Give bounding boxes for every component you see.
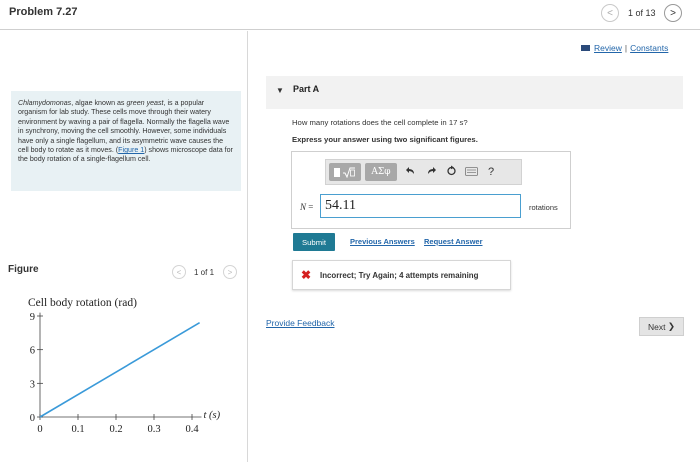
x-axis-label: t (s)	[203, 410, 221, 421]
provide-feedback-link[interactable]: Provide Feedback	[266, 318, 335, 328]
left-panel	[0, 31, 248, 462]
review-link[interactable]: Review	[594, 43, 622, 53]
answer-box	[291, 151, 571, 229]
part-a-header[interactable]	[266, 76, 683, 109]
figure-next-icon[interactable]: >	[223, 265, 237, 279]
x-tick-label: 0.2	[109, 424, 123, 435]
intro-text-3: ) shows microscope data for the body rotation of a single-flagellum cell.	[18, 146, 233, 164]
submit-button[interactable]: Submit	[293, 233, 335, 251]
figure-link[interactable]: Figure 1	[118, 146, 145, 155]
sqrt-icon	[342, 167, 356, 178]
answer-equals: =	[306, 202, 314, 212]
link-separator: |	[624, 43, 628, 53]
request-answer-link[interactable]: Request Answer	[424, 237, 483, 246]
answer-variable: N	[300, 202, 307, 212]
chevron-left-icon[interactable]: <	[601, 4, 619, 22]
review-square-icon	[581, 45, 590, 51]
y-tick-label: 0	[29, 413, 35, 424]
x-tick-label: 0.4	[185, 424, 199, 435]
answer-input[interactable]: 54.11	[320, 194, 521, 218]
chevron-right-icon: ❯	[667, 321, 675, 331]
intro-nickname: green yeast	[126, 99, 164, 107]
chevron-right-icon[interactable]: >	[664, 4, 682, 22]
rotation-series-line	[40, 323, 200, 417]
math-toolbar	[325, 159, 522, 185]
answer-unit: rotations	[529, 203, 558, 212]
keyboard-icon[interactable]	[461, 167, 481, 178]
problem-page-count: 1 of 13	[628, 8, 656, 18]
x-tick-label: 0	[37, 424, 43, 435]
x-icon: ✖	[301, 268, 312, 282]
figure-prev-icon[interactable]: <	[172, 265, 186, 279]
templates-button[interactable]	[329, 163, 361, 181]
greek-symbols-button[interactable]: ΑΣφ	[365, 163, 397, 181]
x-tick-label: 0.1	[71, 424, 85, 435]
previous-answers-link[interactable]: Previous Answers	[350, 237, 415, 246]
intro-text-2: , is a popular organism for lab study. These cells move through their watery environment by waving a pair of flagella. Normally the flagella wave in synchrony, moving the cell smoothly. However, some individuals have only a single flagellum, and its asymmetric wave causes the cell body to rotate as it moves. (	[18, 99, 230, 155]
redo-icon[interactable]	[421, 166, 441, 179]
x-tick-label: 0.3	[147, 424, 161, 435]
intro-text-1: , algae known as	[71, 99, 127, 107]
instruction-text: Express your answer using two significant figures.	[292, 135, 478, 144]
help-button[interactable]: ?	[487, 166, 495, 178]
caret-down-icon[interactable]: ▼	[276, 86, 284, 95]
template-square-icon	[334, 168, 340, 177]
problem-title: Problem 7.27	[9, 6, 78, 18]
top-bar	[0, 0, 700, 30]
figure-count: 1 of 1	[194, 268, 215, 277]
y-tick-label: 6	[29, 345, 35, 357]
next-label: Next	[648, 321, 666, 332]
question-text: How many rotations does the cell complete in 17 s?	[292, 118, 468, 127]
constants-link[interactable]: Constants	[630, 43, 669, 53]
answer-variable-label	[300, 202, 313, 212]
y-tick-label: 9	[29, 312, 35, 323]
rotation-chart-svg	[20, 293, 240, 443]
top-links	[581, 43, 668, 53]
chart-title: Cell body rotation (rad)	[28, 297, 137, 309]
rotation-chart	[20, 293, 240, 443]
problem-intro	[11, 91, 241, 191]
feedback-message	[292, 260, 511, 290]
feedback-text: Incorrect; Try Again; 4 attempts remaining	[320, 271, 479, 280]
intro-organism: Chlamydomonas	[18, 99, 72, 107]
y-tick-label: 3	[29, 379, 35, 391]
next-button[interactable]	[639, 317, 684, 336]
undo-icon[interactable]	[401, 166, 421, 179]
reset-icon[interactable]	[441, 165, 461, 179]
figure-header: Figure	[8, 264, 39, 275]
part-title: Part A	[293, 84, 320, 94]
